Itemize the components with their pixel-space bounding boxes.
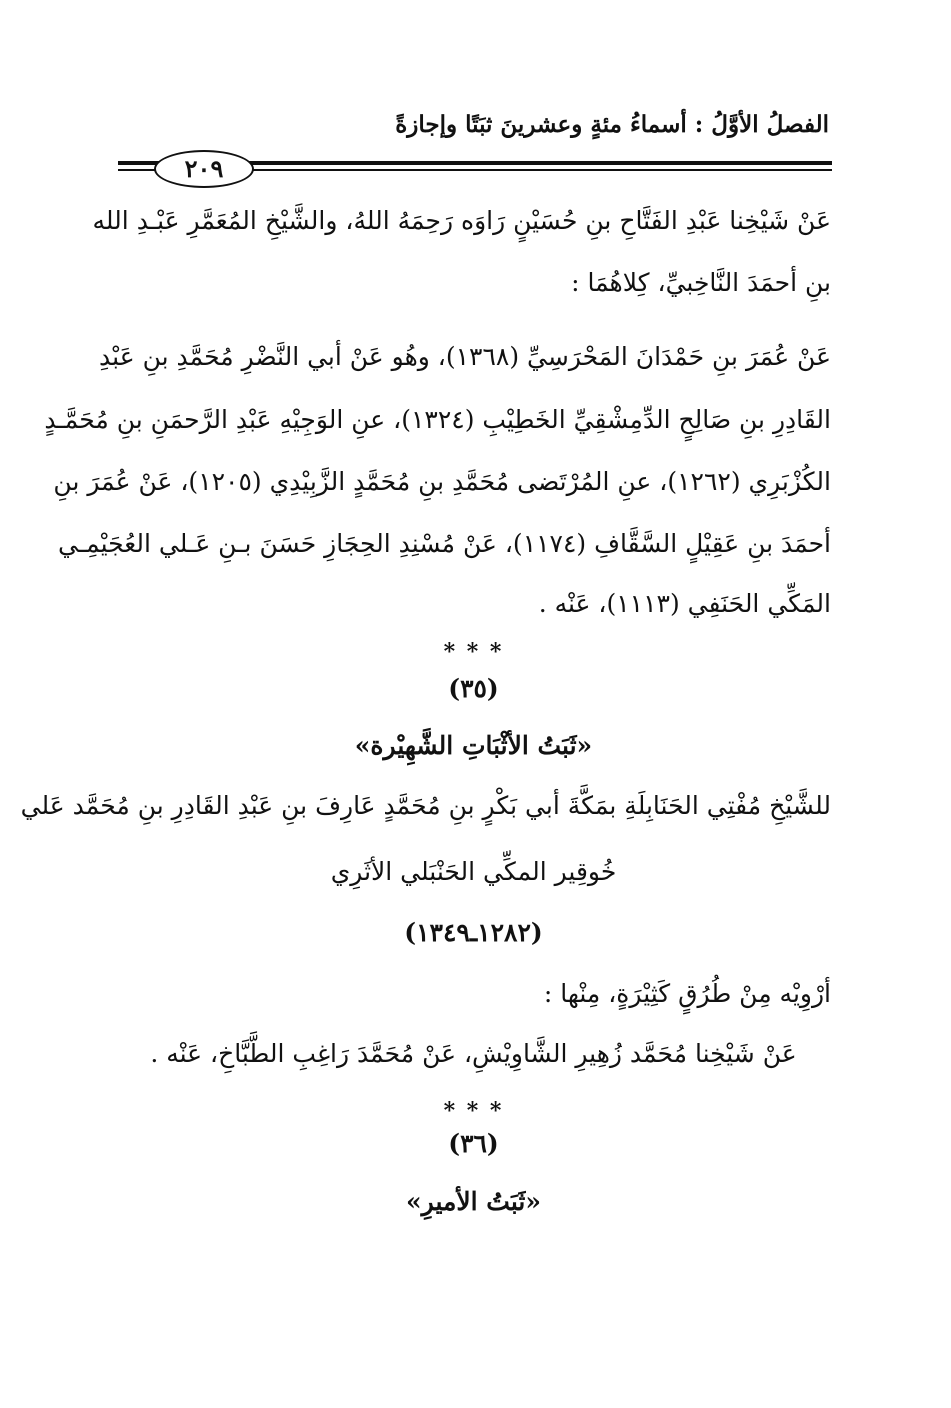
paragraph-2-line-4: أحمَدَ بنِ عَقِيْلٍ السَّقَّافِ (١١٧٤)، عَنْ مُسْنِدِ الحِجَازِ حَسَنَ بـنِ عَـلي العُجَيْمِـي xyxy=(58,529,831,558)
section-35-author-line-1: للشَّيْخِ مُفْتِي الحَنَابِلَةِ بمَكَّةَ أبي بَكْرٍ بنِ مُحَمَّدٍ عَارِفَ بنِ عَبْدِ القَادِرِ بنِ مُحَمَّد عَلي xyxy=(20,791,831,820)
section-35-intro: أرْوِيْه مِنْ طُرُقٍ كَثِيْرَةٍ، مِنْها : xyxy=(543,979,831,1008)
section-36-title: «ثَبَتُ الأميرِ» xyxy=(406,1187,541,1216)
paragraph-1-line-1: عَنْ شَيْخِنا عَبْدِ الفَتَّاحِ بنِ حُسَيْنٍ رَاوَه رَحِمَهُ اللهُ، والشَّيْخِ المُعَمَّرِ عَبْـدِ الله xyxy=(92,206,831,235)
section-35-dates: (١٢٨٢ـ١٣٤٩) xyxy=(404,918,543,947)
section-35-title: «ثَبَتُ الأثْبَاتِ الشَّهِيْرة» xyxy=(354,731,593,760)
section-separator-1: * * * xyxy=(443,639,504,665)
header-rule xyxy=(118,150,832,190)
section-36-number: (٣٦) xyxy=(448,1129,499,1158)
section-35-chain: عَنْ شَيْخِنا مُحَمَّد زُهِيرِ الشَّاوِيْشِ، عَنْ مُحَمَّدَ رَاغِبِ الطَّبَّاخِ، عَنْه . xyxy=(150,1039,797,1068)
running-header-title: الفصلُ الأوَّلُ : أسماءُ مئةٍ وعشرينَ ثبَتًا وإجازةً xyxy=(395,111,829,138)
paragraph-2-line-3: الكُزْبَرِي (١٢٦٢)، عنِ المُرْتَضى مُحَمَّدِ بنِ مُحَمَّدٍ الزَّبِيْدِي (١٢٠٥)، عَنْ عُمَرَ بنِ xyxy=(53,467,831,496)
page-number: ٢٠٩ xyxy=(154,150,254,188)
paragraph-1-line-2: بنِ أحمَدَ النَّاخِبيِّ، كِلاهُمَا : xyxy=(571,268,831,297)
paragraph-2-line-2: القَادِرِ بنِ صَالِحٍ الدِّمِشْقِيِّ الخَطِيْبِ (١٣٢٤)، عنِ الوَجِيْهِ عَبْدِ الرَّحمَنِ بنِ مُحَمَّـدٍ xyxy=(44,405,831,434)
section-separator-2: * * * xyxy=(443,1098,504,1124)
paragraph-2-line-1: عَنْ عُمَرَ بنِ حَمْدَانَ المَحْرَسِيِّ (١٣٦٨)، وهُو عَنْ أبي النَّضْرِ مُحَمَّدِ بنِ عَبْدِ xyxy=(99,342,831,371)
section-35-number: (٣٥) xyxy=(448,674,499,703)
paragraph-2-line-5: المَكِّي الحَنَفِي (١١١٣)، عَنْه . xyxy=(538,589,831,618)
section-35-author-line-2: خُوقِير المكِّي الحَنْبَلي الأثَرِي xyxy=(330,857,617,886)
